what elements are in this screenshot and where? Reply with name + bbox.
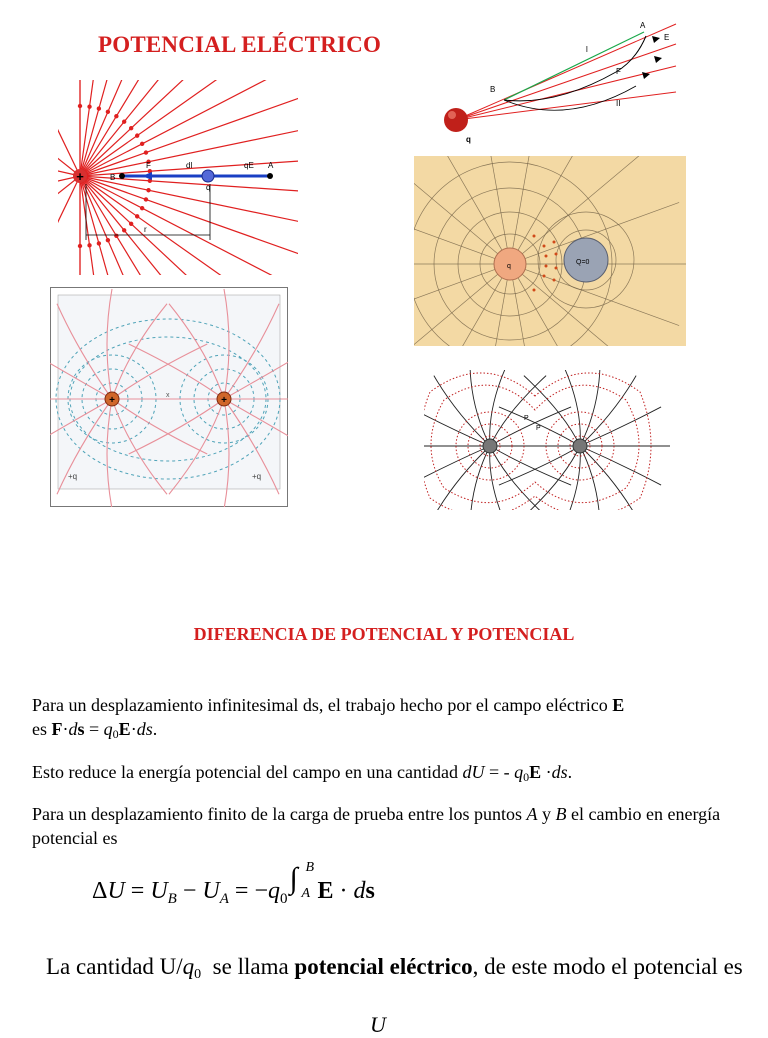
label-l: l (586, 45, 588, 54)
label-f: F (146, 161, 151, 170)
field-arrow-icon (136, 134, 139, 137)
p4-text2: se llama (201, 954, 295, 979)
eq-ub: U (150, 878, 168, 904)
field-arrow-icon (141, 207, 144, 210)
label-q-right: +q (252, 472, 262, 481)
section-title: DIFERENCIA DE POTENCIAL Y POTENCIAL (193, 624, 575, 644)
field-line (80, 80, 115, 176)
arrow-icon (654, 56, 662, 63)
label-x: x (166, 392, 170, 399)
field-line (580, 446, 636, 510)
field-arrow-icon (147, 189, 150, 192)
field-arrow-icon (141, 142, 144, 145)
field-line (580, 446, 661, 485)
paragraph-3 (32, 802, 744, 850)
eq-sub0: 0 (279, 891, 288, 907)
label-a: A (268, 161, 274, 170)
field-arrow-icon (88, 244, 91, 247)
p1-sub0: 0 (112, 727, 119, 741)
plus-label: + (76, 169, 84, 184)
p4-bold: potencial eléctrico (294, 954, 473, 979)
field-arrow-icon (130, 127, 133, 130)
cut-fragment: U (370, 1012, 386, 1037)
field-arrow-icon (123, 120, 126, 123)
field-arrow-icon (130, 222, 133, 225)
field-arrow-icon (88, 105, 91, 108)
field-line (434, 376, 490, 446)
p2-ds: ds (551, 762, 568, 782)
figure-charge-wedge (436, 16, 696, 146)
p1-es: es (32, 719, 52, 739)
label-q: q (206, 183, 211, 192)
eq-suba: A (219, 891, 229, 907)
eq-s: s (365, 878, 375, 904)
eq-ua: U (202, 878, 220, 904)
p3-y: y (537, 804, 556, 824)
p2-text: Esto reduce la energía potencial del campo en una cantidad (32, 762, 463, 782)
charge-left (483, 439, 497, 453)
label-ii: II (616, 99, 621, 108)
paragraph-1 (32, 693, 744, 746)
plus-label-left: + (109, 395, 115, 406)
field-arrow-icon (115, 115, 118, 118)
equation-delta-u (92, 860, 375, 908)
eq-lower: A (301, 886, 311, 901)
label-q0: Q=0 (576, 259, 590, 266)
p1-eq: = (84, 719, 104, 739)
p1-dot2: · (130, 719, 137, 739)
eq-u: U (107, 878, 125, 904)
p1-e: E (612, 695, 625, 715)
p4-text3: , de este modo el potencial es (472, 954, 743, 979)
figure-induced-charge (414, 156, 686, 346)
p2-du: dU (462, 762, 485, 782)
p1-dot: · (62, 719, 69, 739)
field-line (580, 376, 636, 446)
field-line (80, 176, 150, 275)
eq-integral: ∫ (289, 862, 298, 895)
page-title: POTENCIAL ELÉCTRICO (98, 32, 382, 57)
label-dl: dl (186, 161, 193, 170)
p3-text2: el cambio en energía potencial es (32, 804, 721, 848)
label-p1: P (524, 415, 529, 422)
field-line (58, 176, 80, 251)
p1-s2: s (145, 719, 153, 739)
p2-sub0: 0 (523, 770, 530, 784)
eq-q0: q (267, 878, 280, 904)
p4-sub0: 0 (194, 967, 202, 982)
p1-e2: E (118, 719, 131, 739)
field-arrow-icon (106, 110, 109, 113)
field-arrow-icon (106, 239, 109, 242)
eq-d: d (353, 878, 366, 904)
label-q: q (466, 135, 471, 144)
label-b: B (110, 173, 116, 182)
field-arrow-icon (148, 179, 151, 182)
field-line (424, 446, 490, 485)
field-line (470, 370, 490, 446)
p2-dot: · (541, 762, 552, 782)
field-line (80, 80, 244, 176)
label-a: A (640, 21, 646, 30)
p2-q: q (514, 762, 524, 782)
p3-text1: Para un desplazamiento finito de la carga de prueba entre los puntos (32, 804, 527, 824)
field-line (580, 370, 600, 446)
p2-period: . (567, 762, 573, 782)
charge-sphere (444, 108, 468, 132)
field-arrow-icon (97, 242, 100, 245)
test-charge (202, 170, 214, 182)
field-line (80, 176, 298, 275)
field-arrow-icon (144, 198, 147, 201)
field-arrow-icon (97, 107, 100, 110)
field-line (490, 446, 546, 510)
field-line (80, 176, 292, 275)
field-line (490, 370, 510, 446)
p1-f: F (51, 719, 63, 739)
label-b: B (490, 85, 496, 94)
field-line (58, 101, 80, 176)
label-q-left: +q (68, 472, 78, 481)
figure-radial-field (58, 80, 298, 275)
p4-q: q (182, 954, 195, 979)
eq-e: E (317, 878, 334, 904)
field-line (434, 446, 490, 510)
p3-b: B (555, 804, 567, 824)
eq-subb: B (167, 891, 177, 907)
label-qe: qE (244, 161, 254, 170)
eq-sup: B (305, 860, 315, 875)
label-f: F (616, 67, 621, 76)
field-line (560, 370, 580, 446)
paragraph-4 (46, 950, 746, 991)
figure-equipotentials (424, 370, 680, 510)
p1-s: s (77, 719, 85, 739)
p1-d: d (68, 719, 78, 739)
p2-e: E (529, 762, 542, 782)
field-line (524, 446, 580, 510)
field-arrow-icon (148, 170, 151, 173)
p3-a: A (526, 804, 538, 824)
figure-two-charges (50, 287, 288, 507)
paragraph-2 (32, 760, 744, 789)
p2-eqminus: = - (484, 762, 515, 782)
eq-eq: = (124, 878, 151, 904)
field-arrow-icon (136, 215, 139, 218)
p1-q: q (103, 719, 113, 739)
field-arrow-icon (123, 229, 126, 232)
label-r: r (144, 225, 147, 234)
field-line (580, 407, 661, 446)
eq-minus: − (176, 878, 203, 904)
label-p2: P (536, 425, 541, 432)
eq-delta: Δ (92, 878, 108, 904)
force-arrow-icon (142, 172, 152, 180)
p1-text: Para un desplazamiento infinitesimal ds, el trabajo hecho por el campo eléctrico (32, 695, 613, 715)
point-b (119, 173, 125, 179)
integral-sign (287, 860, 317, 901)
label-q: q (507, 263, 511, 270)
label-e: E (664, 33, 670, 42)
plus-label-right: + (221, 395, 227, 406)
p1-period: . (152, 719, 158, 739)
arrow-icon (652, 36, 660, 43)
charge-right (573, 439, 587, 453)
eq-dot: · (333, 878, 354, 904)
eq-eq2: = − (228, 878, 268, 904)
p1-d2: d (136, 719, 146, 739)
point-a (267, 173, 273, 179)
p4-text1: La cantidad U/ (46, 954, 183, 979)
field-arrow-icon (144, 151, 147, 154)
